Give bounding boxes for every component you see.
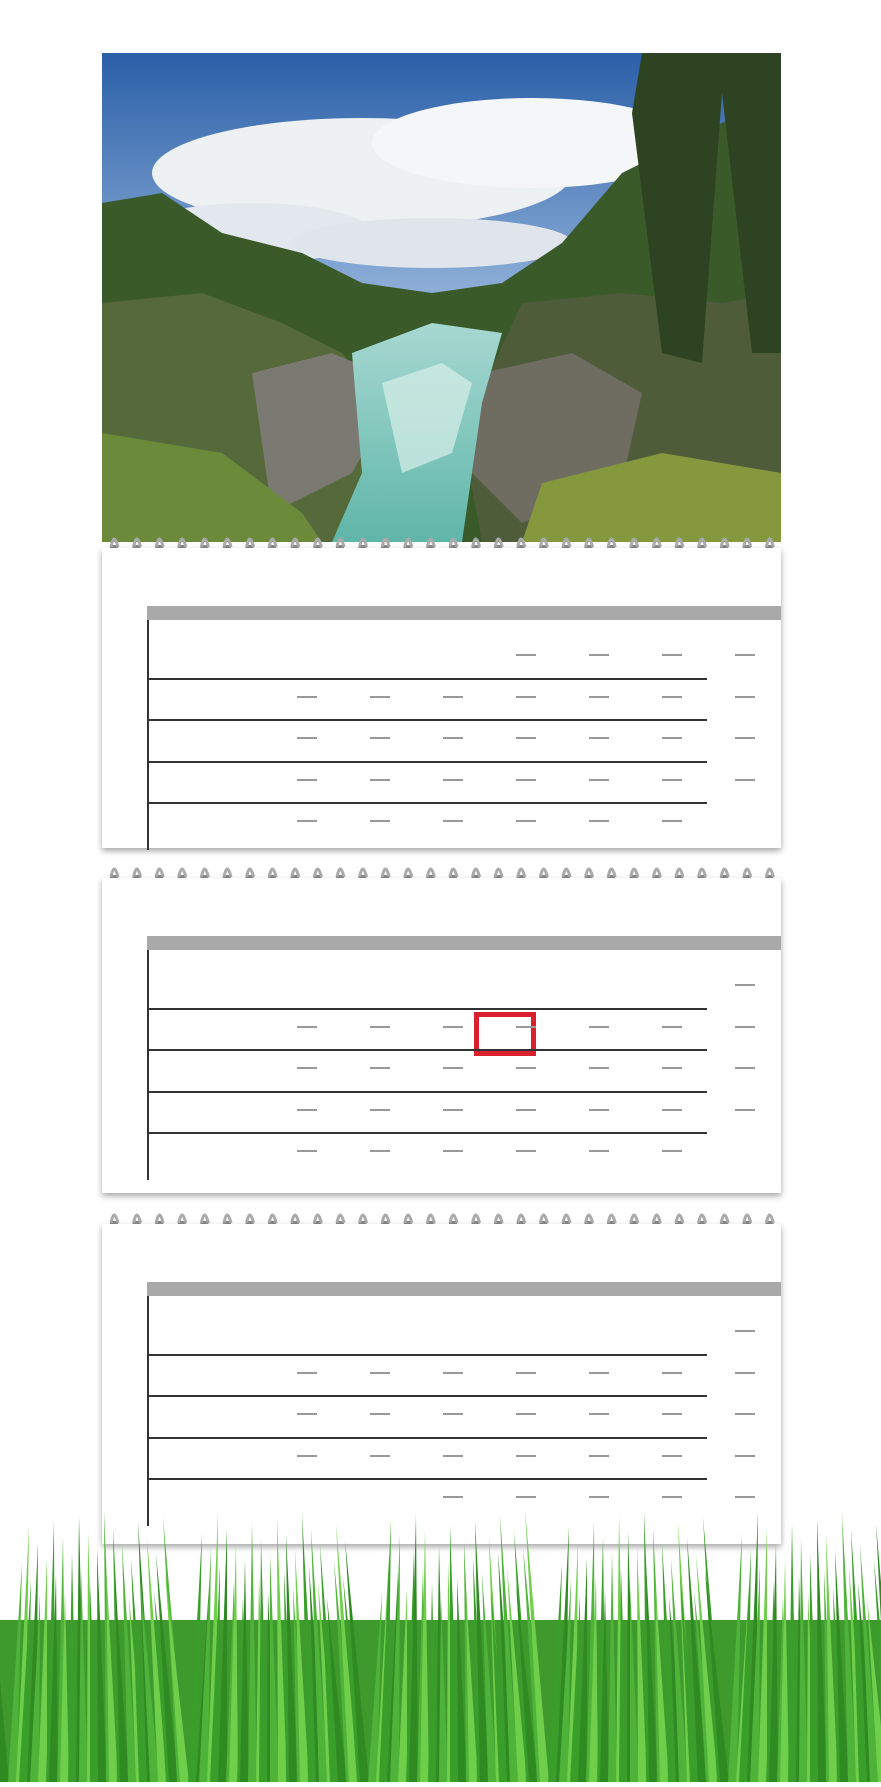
holiday-note-line <box>516 1109 536 1111</box>
week-divider <box>147 1296 149 1526</box>
holiday-note-line <box>370 1372 390 1374</box>
holiday-note-line <box>443 1372 463 1374</box>
holiday-note-line <box>297 696 317 698</box>
holiday-note-line <box>662 1026 682 1028</box>
holiday-note-line <box>297 1109 317 1111</box>
holiday-note-line <box>297 1455 317 1457</box>
holiday-note-line <box>589 654 609 656</box>
holiday-note-line <box>516 696 536 698</box>
month-panel-january <box>102 548 781 848</box>
holiday-note-line <box>516 737 536 739</box>
holiday-note-line <box>589 737 609 739</box>
holiday-note-line <box>735 1413 755 1415</box>
holiday-note-line <box>735 737 755 739</box>
day-names-bar <box>147 606 781 620</box>
holiday-note-line <box>516 1067 536 1069</box>
holiday-note-line <box>735 1372 755 1374</box>
holiday-note-line <box>370 820 390 822</box>
month-header <box>102 548 781 606</box>
day-names-bar <box>147 1282 781 1296</box>
holiday-note-line <box>516 1455 536 1457</box>
holiday-note-line <box>589 1067 609 1069</box>
month-panel-february <box>102 878 781 1193</box>
holiday-note-line <box>443 1413 463 1415</box>
holiday-note-line <box>443 1455 463 1457</box>
holiday-note-line <box>589 779 609 781</box>
holiday-note-line <box>297 1150 317 1152</box>
holiday-note-line <box>443 1109 463 1111</box>
holiday-note-line <box>370 1067 390 1069</box>
holiday-note-line <box>370 737 390 739</box>
holiday-note-line <box>297 1413 317 1415</box>
holiday-note-line <box>735 1330 755 1332</box>
holiday-note-line <box>370 1026 390 1028</box>
holiday-note-line <box>516 1372 536 1374</box>
holiday-note-line <box>735 779 755 781</box>
holiday-note-line <box>662 779 682 781</box>
holiday-note-line <box>589 1150 609 1152</box>
holiday-note-line <box>662 696 682 698</box>
week-row-line <box>147 1049 707 1051</box>
holiday-note-line <box>516 779 536 781</box>
holiday-note-line <box>370 1455 390 1457</box>
holiday-note-line <box>662 1150 682 1152</box>
holiday-note-line <box>516 1150 536 1152</box>
holiday-note-line <box>662 1372 682 1374</box>
week-row-line <box>147 761 707 763</box>
landscape-photo <box>102 53 781 542</box>
holiday-note-line <box>735 1455 755 1457</box>
week-row-line <box>147 1478 707 1480</box>
holiday-note-line <box>662 1496 682 1498</box>
holiday-note-line <box>589 820 609 822</box>
week-row-line <box>147 1437 707 1439</box>
holiday-note-line <box>735 654 755 656</box>
holiday-note-line <box>297 1372 317 1374</box>
holiday-note-line <box>589 1026 609 1028</box>
holiday-note-line <box>662 737 682 739</box>
holiday-note-line <box>662 1455 682 1457</box>
week-row-line <box>147 1091 707 1093</box>
holiday-note-line <box>443 1026 463 1028</box>
holiday-note-line <box>589 1109 609 1111</box>
week-divider <box>147 950 149 1180</box>
holiday-note-line <box>297 820 317 822</box>
holiday-note-line <box>297 1067 317 1069</box>
week-row-line <box>147 1132 707 1134</box>
holiday-note-line <box>370 1413 390 1415</box>
holiday-note-line <box>735 1067 755 1069</box>
holiday-note-line <box>443 1496 463 1498</box>
holiday-note-line <box>516 820 536 822</box>
day-names-bar <box>147 936 781 950</box>
holiday-note-line <box>370 696 390 698</box>
holiday-note-line <box>662 820 682 822</box>
holiday-note-line <box>297 1026 317 1028</box>
week-row-line <box>147 678 707 680</box>
holiday-note-line <box>516 1413 536 1415</box>
holiday-note-line <box>589 1455 609 1457</box>
holiday-note-line <box>516 654 536 656</box>
holiday-note-line <box>370 779 390 781</box>
holiday-note-line <box>589 696 609 698</box>
holiday-note-line <box>662 654 682 656</box>
holiday-note-line <box>735 1109 755 1111</box>
holiday-note-line <box>443 779 463 781</box>
holiday-note-line <box>370 1150 390 1152</box>
holiday-note-line <box>443 696 463 698</box>
holiday-note-line <box>516 1026 536 1028</box>
holiday-note-line <box>662 1109 682 1111</box>
holiday-note-line <box>662 1413 682 1415</box>
holiday-note-line <box>589 1372 609 1374</box>
holiday-note-line <box>735 984 755 986</box>
week-divider <box>147 620 149 850</box>
holiday-note-line <box>589 1496 609 1498</box>
week-row-line <box>147 1395 707 1397</box>
holiday-note-line <box>297 737 317 739</box>
holiday-note-line <box>516 1496 536 1498</box>
grass-decoration <box>0 1500 881 1782</box>
holiday-note-line <box>589 1413 609 1415</box>
month-header <box>102 1224 781 1282</box>
holiday-note-line <box>443 737 463 739</box>
holiday-note-line <box>443 820 463 822</box>
week-row-line <box>147 719 707 721</box>
holiday-note-line <box>443 1150 463 1152</box>
holiday-note-line <box>443 1067 463 1069</box>
holiday-note-line <box>662 1067 682 1069</box>
holiday-note-line <box>735 1496 755 1498</box>
holiday-note-line <box>735 696 755 698</box>
week-row-line <box>147 802 707 804</box>
month-panel-march <box>102 1224 781 1544</box>
holiday-note-line <box>297 779 317 781</box>
holiday-note-line <box>370 1109 390 1111</box>
month-header <box>102 878 781 936</box>
week-row-line <box>147 1354 707 1356</box>
week-row-line <box>147 1008 707 1010</box>
holiday-note-line <box>735 1026 755 1028</box>
